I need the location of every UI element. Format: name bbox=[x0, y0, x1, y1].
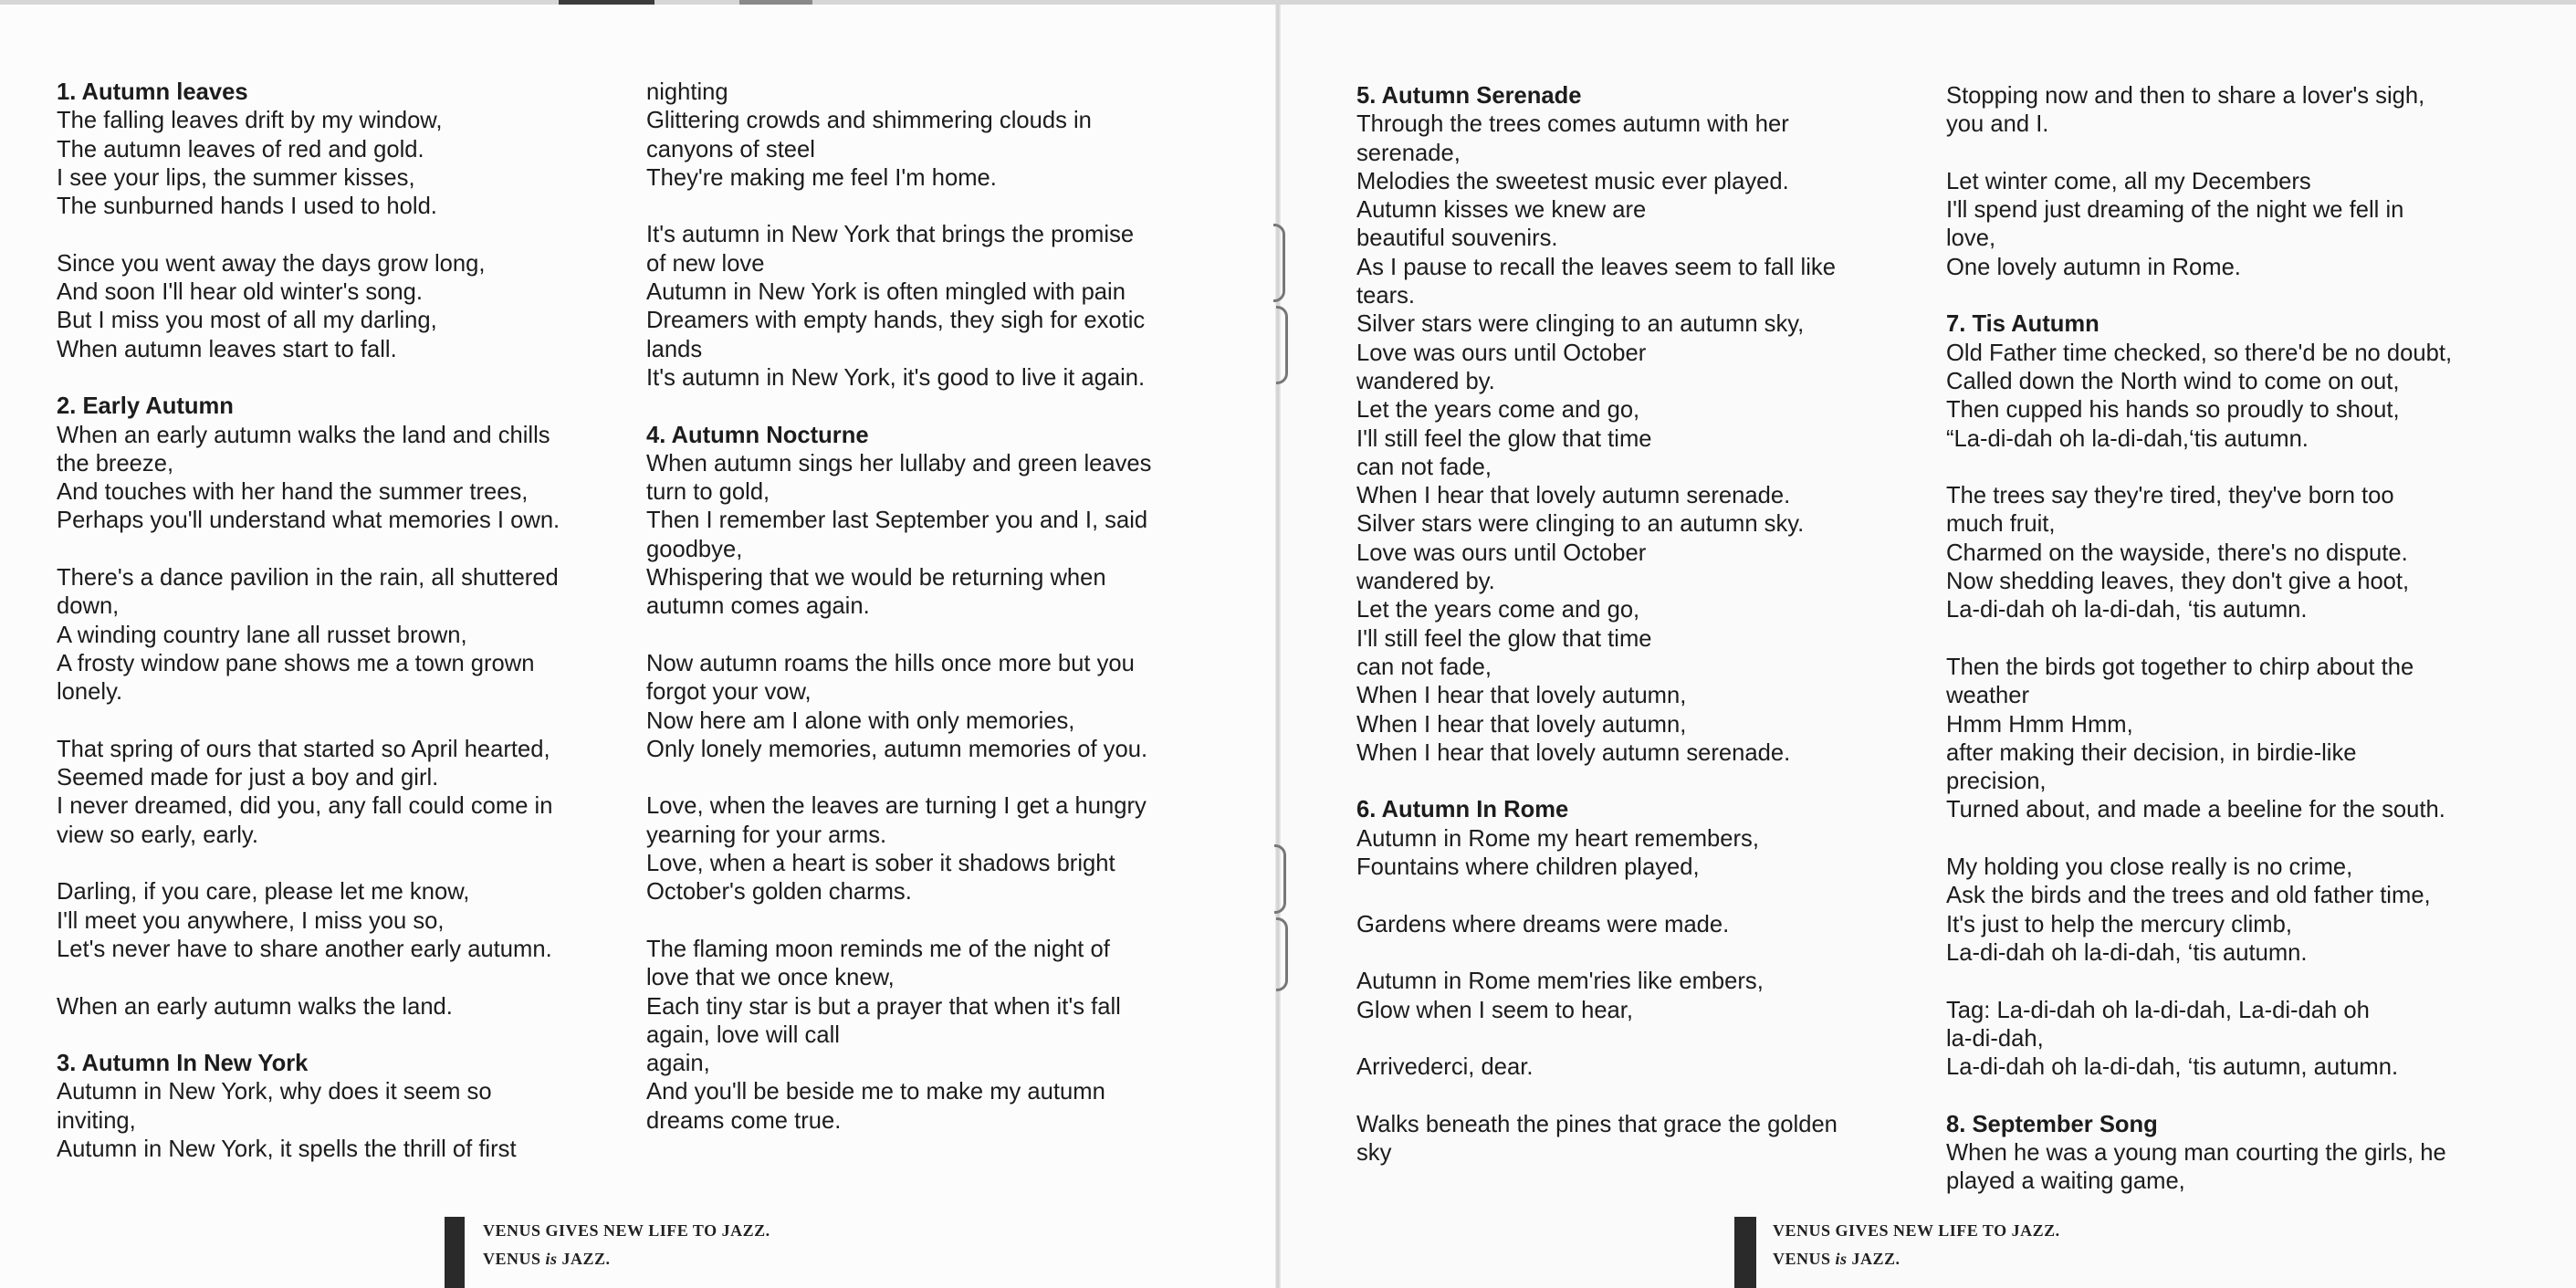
lyric-line: When I hear that lovely autumn, bbox=[1356, 711, 1687, 738]
stanza-gap bbox=[646, 622, 1230, 650]
lyric-line: Then the birds got together to chirp about the bbox=[1946, 654, 2414, 680]
lyric-line: La-di-dah oh la-di-dah, ‘tis autumn, autumn. bbox=[1946, 1054, 2399, 1081]
lyric-line: The falling leaves drift by my window, bbox=[57, 108, 443, 134]
lyric-line: And touches with her hand the summer trees, bbox=[57, 479, 529, 506]
lyric-line: Walks beneath the pines that grace the golden bbox=[1356, 1111, 1838, 1137]
lyric-line: forgot your vow, bbox=[646, 679, 812, 706]
lyric-line: When an early autumn walks the land. bbox=[57, 993, 453, 1020]
stanza-gap bbox=[646, 193, 1230, 221]
lyric-line: weather bbox=[1946, 683, 2030, 709]
footer-bar bbox=[1734, 1217, 1756, 1288]
lyric-line: I never dreamed, did you, any fall could come in bbox=[57, 793, 553, 820]
lyric-line: Turned about, and made a beeline for the south. bbox=[1946, 797, 2445, 823]
lyric-line: Then I remember last September you and I, said bbox=[646, 508, 1148, 534]
lyric-line: again, love will call bbox=[646, 1021, 840, 1048]
lyric-line: Gardens where dreams were made. bbox=[1356, 911, 1730, 937]
lyric-line: Stopping now and then to share a lover's sigh, bbox=[1946, 83, 2425, 109]
lyric-line: Silver stars were clinging to an autumn sky, bbox=[1356, 311, 1805, 338]
lyric-line: dreams come true. bbox=[646, 1107, 842, 1134]
stanza-gap bbox=[1946, 282, 2530, 310]
lyric-line: nighting bbox=[646, 79, 728, 105]
lyric-line: It's autumn in New York that brings the promise bbox=[646, 222, 1135, 248]
page-fold bbox=[1275, 0, 1281, 1288]
lyric-line: Perhaps you'll understand what memories I own. bbox=[57, 508, 560, 534]
lyric-line: Love, when a heart is sober it shadows bright bbox=[646, 851, 1115, 877]
lyric-line: I'll still feel the glow that time bbox=[1356, 625, 1652, 652]
lyric-line: I'll meet you anywhere, I miss you so, bbox=[57, 907, 445, 934]
stanza-gap bbox=[1356, 882, 1941, 910]
stanza-gap bbox=[1356, 1082, 1941, 1110]
song-title: 5. Autumn Serenade bbox=[1356, 83, 1582, 109]
lyric-line: Charmed on the wayside, there's no dispute. bbox=[1946, 539, 2408, 566]
lyric-line: Autumn in New York is often mingled with pain bbox=[646, 279, 1126, 306]
lyric-line: can not fade, bbox=[1356, 654, 1492, 680]
stanza-gap bbox=[1356, 768, 1941, 796]
lyric-line: Let winter come, all my Decembers bbox=[1946, 168, 2311, 194]
lyric-line: lands bbox=[646, 336, 703, 362]
stanza-gap bbox=[1946, 140, 2530, 168]
lyric-line: And you'll be beside me to make my autumn bbox=[646, 1079, 1105, 1105]
song-title: 2. Early Autumn bbox=[57, 393, 234, 420]
lyric-line: I'll still feel the glow that time bbox=[1356, 425, 1652, 452]
lyric-line: The sunburned hands I used to hold. bbox=[57, 194, 437, 220]
song-title: 7. Tis Autumn bbox=[1946, 311, 2100, 338]
lyric-line: When I hear that lovely autumn, bbox=[1356, 683, 1687, 709]
lyric-line: Melodies the sweetest music ever played. bbox=[1356, 168, 1789, 194]
lyric-line: When autumn sings her lullaby and green leaves bbox=[646, 450, 1152, 476]
staple-mark bbox=[1274, 844, 1286, 914]
stanza-gap bbox=[1946, 968, 2530, 996]
footer-slogan: VENUS is JAZZ. bbox=[483, 1250, 611, 1268]
lyric-line: Autumn in Rome mem'ries like embers, bbox=[1356, 969, 1764, 995]
lyric-line: of new love bbox=[646, 250, 765, 277]
footer-bar bbox=[445, 1217, 465, 1288]
lyric-line: Love was ours until October bbox=[1356, 539, 1647, 566]
lyric-line: Let the years come and go, bbox=[1356, 397, 1640, 424]
lyric-line: Let the years come and go, bbox=[1356, 597, 1640, 623]
lyric-line: La-di-dah oh la-di-dah, ‘tis autumn. bbox=[1946, 939, 2308, 966]
lyric-line: view so early, early. bbox=[57, 822, 258, 848]
lyric-line: Love was ours until October bbox=[1356, 340, 1647, 366]
lyric-line: Glow when I seem to hear, bbox=[1356, 997, 1634, 1023]
lyric-line: Each tiny star is but a prayer that when it's fall bbox=[646, 993, 1121, 1020]
footer-tagline: VENUS GIVES NEW LIFE TO JAZZ. bbox=[483, 1221, 770, 1240]
lyric-line: There's a dance pavilion in the rain, all shuttered bbox=[57, 565, 559, 592]
lyric-line: October's golden charms. bbox=[646, 879, 912, 906]
lyric-line: Autumn in New York, it spells the thrill of first bbox=[57, 1136, 517, 1162]
stanza-gap bbox=[57, 1021, 641, 1050]
lyric-line: La-di-dah oh la-di-dah, ‘tis autumn. bbox=[1946, 597, 2308, 623]
lyric-line: played a waiting game, bbox=[1946, 1168, 2185, 1195]
lyric-line: Let's never have to share another early autumn. bbox=[57, 936, 552, 962]
lyric-line: Old Father time checked, so there'd be no doubt, bbox=[1946, 340, 2453, 366]
stanza-gap bbox=[1946, 625, 2530, 654]
lyric-line: Called down the North wind to come on out, bbox=[1946, 368, 2400, 394]
lyric-line: It's just to help the mercury climb, bbox=[1946, 911, 2292, 937]
lyric-line: Now autumn roams the hills once more but you bbox=[646, 650, 1135, 676]
lyric-line: Only lonely memories, autumn memories of you. bbox=[646, 736, 1148, 762]
lyric-line: after making their decision, in birdie-like bbox=[1946, 739, 2357, 766]
lyric-line: Darling, if you care, please let me know, bbox=[57, 879, 470, 906]
lyric-line: Fountains where children played, bbox=[1356, 854, 1700, 881]
stanza-gap bbox=[1356, 1025, 1941, 1053]
lyric-line: It's autumn in New York, it's good to live it again. bbox=[646, 364, 1146, 391]
lyric-line: precision, bbox=[1946, 769, 2047, 795]
lyrics-column-3 bbox=[1356, 82, 1941, 1168]
lyric-line: I'll spend just dreaming of the night we fell in bbox=[1946, 197, 2404, 224]
lyric-line: lonely. bbox=[57, 679, 123, 706]
lyric-line: As I pause to recall the leaves seem to fall like bbox=[1356, 254, 1836, 280]
staple-mark bbox=[1276, 306, 1288, 384]
lyric-line: much fruit, bbox=[1946, 511, 2056, 538]
stanza-gap bbox=[57, 221, 641, 249]
stanza-gap bbox=[1946, 825, 2530, 853]
lyric-line: yearning for your arms. bbox=[646, 822, 887, 848]
lyrics-column-1 bbox=[57, 79, 641, 1164]
lyric-line: the breeze, bbox=[57, 450, 174, 476]
lyric-line: autumn comes again. bbox=[646, 593, 870, 620]
lyric-line: Arrivederci, dear. bbox=[1356, 1054, 1534, 1081]
lyric-line: wandered by. bbox=[1356, 368, 1495, 394]
lyric-line: Then cupped his hands so proudly to shout, bbox=[1946, 397, 2400, 424]
lyric-line: you and I. bbox=[1946, 111, 2049, 138]
lyric-line: When he was a young man courting the girls, he bbox=[1946, 1139, 2446, 1166]
stanza-gap bbox=[646, 764, 1230, 792]
lyric-line: Now here am I alone with only memories, bbox=[646, 707, 1075, 734]
lyric-line: When I hear that lovely autumn serenade. bbox=[1356, 483, 1791, 509]
lyric-line: Love, when the leaves are turning I get a hungry bbox=[646, 793, 1147, 820]
lyric-line: They're making me feel I'm home. bbox=[646, 164, 997, 191]
song-title: 6. Autumn In Rome bbox=[1356, 797, 1569, 823]
song-title: 3. Autumn In New York bbox=[57, 1051, 309, 1077]
footer-text bbox=[483, 1217, 939, 1273]
footer-text bbox=[1773, 1217, 2229, 1273]
staple-mark bbox=[1273, 224, 1285, 302]
lyric-line: canyons of steel bbox=[646, 136, 815, 162]
lyric-line: Autumn in New York, why does it seem so bbox=[57, 1079, 492, 1105]
lyric-line: Seemed made for just a boy and girl. bbox=[57, 765, 439, 791]
lyric-line: A winding country lane all russet brown, bbox=[57, 622, 467, 648]
lyric-line: beautiful souvenirs. bbox=[1356, 225, 1558, 252]
lyric-line: The autumn leaves of red and gold. bbox=[57, 136, 424, 162]
lyric-line: serenade, bbox=[1356, 140, 1461, 166]
lyric-line: “La-di-dah oh la-di-dah,‘tis autumn. bbox=[1946, 425, 2309, 452]
lyric-line: Autumn in Rome my heart remembers, bbox=[1356, 825, 1759, 852]
stanza-gap bbox=[57, 364, 641, 393]
scan-top-edge bbox=[0, 0, 2576, 5]
stanza-gap bbox=[646, 393, 1230, 421]
lyric-line: Autumn kisses we knew are bbox=[1356, 197, 1647, 224]
lyric-line: Since you went away the days grow long, bbox=[57, 250, 486, 277]
stanza-gap bbox=[57, 707, 641, 736]
stanza-gap bbox=[57, 850, 641, 878]
lyric-line: wandered by. bbox=[1356, 569, 1495, 595]
lyric-line: Silver stars were clinging to an autumn sky. bbox=[1356, 511, 1805, 538]
lyric-line: A frosty window pane shows me a town grown bbox=[57, 650, 535, 676]
lyric-line: The flaming moon reminds me of the night of bbox=[646, 936, 1110, 962]
lyric-line: la-di-dah, bbox=[1946, 1025, 2044, 1052]
lyric-line: again, bbox=[646, 1051, 710, 1077]
lyric-line: sky bbox=[1356, 1139, 1392, 1166]
lyric-line: Dreamers with empty hands, they sigh for exotic bbox=[646, 308, 1146, 334]
lyric-line: goodbye, bbox=[646, 536, 743, 562]
stanza-gap bbox=[57, 964, 641, 992]
lyric-line: Tag: La-di-dah oh la-di-dah, La-di-dah oh bbox=[1946, 997, 2370, 1023]
song-title: 1. Autumn leaves bbox=[57, 79, 248, 105]
lyric-line: But I miss you most of all my darling, bbox=[57, 308, 437, 334]
lyric-line: love, bbox=[1946, 225, 1996, 252]
lyric-line: turn to gold, bbox=[646, 479, 770, 506]
scan-edge-mark bbox=[739, 0, 812, 5]
lyric-line: Ask the birds and the trees and old father time, bbox=[1946, 883, 2431, 909]
lyric-line: Whispering that we would be returning when bbox=[646, 565, 1106, 592]
footer-tagline: VENUS GIVES NEW LIFE TO JAZZ. bbox=[1773, 1221, 2060, 1240]
song-title: 8. September Song bbox=[1946, 1111, 2158, 1137]
lyric-line: My holding you close really is no crime, bbox=[1946, 854, 2353, 881]
lyric-line: And soon I'll hear old winter's song. bbox=[57, 279, 424, 306]
stanza-gap bbox=[646, 907, 1230, 936]
stanza-gap bbox=[1946, 454, 2530, 482]
lyric-line: can not fade, bbox=[1356, 454, 1492, 480]
lyric-line: That spring of ours that started so April hearted, bbox=[57, 736, 550, 762]
song-title: 4. Autumn Nocturne bbox=[646, 422, 869, 448]
stanza-gap bbox=[1356, 939, 1941, 968]
lyric-line: Through the trees comes autumn with her bbox=[1356, 111, 1789, 138]
lyric-line: Glittering crowds and shimmering clouds in bbox=[646, 108, 1092, 134]
lyric-line: Now shedding leaves, they don't give a hoot, bbox=[1946, 569, 2410, 595]
lyric-line: Hmm Hmm Hmm, bbox=[1946, 711, 2133, 738]
lyric-line: The trees say they're tired, they've born too bbox=[1946, 483, 2394, 509]
lyric-line: When an early autumn walks the land and chills bbox=[57, 422, 550, 448]
footer-slogan: VENUS is JAZZ. bbox=[1773, 1250, 1901, 1268]
lyric-line: One lovely autumn in Rome. bbox=[1946, 254, 2241, 280]
lyric-line: tears. bbox=[1356, 283, 1416, 309]
lyric-line: When autumn leaves start to fall. bbox=[57, 336, 397, 362]
stanza-gap bbox=[1946, 1082, 2530, 1110]
stanza-gap bbox=[57, 536, 641, 564]
lyric-line: inviting, bbox=[57, 1107, 136, 1134]
lyric-line: down, bbox=[57, 593, 120, 620]
lyric-line: love that we once knew, bbox=[646, 965, 895, 991]
staple-mark bbox=[1276, 917, 1288, 991]
lyrics-column-4 bbox=[1946, 82, 2530, 1197]
lyric-line: When I hear that lovely autumn serenade. bbox=[1356, 739, 1791, 766]
lyrics-column-2 bbox=[646, 79, 1230, 1136]
lyric-line: I see your lips, the summer kisses, bbox=[57, 164, 415, 191]
scan-edge-mark bbox=[559, 0, 654, 5]
